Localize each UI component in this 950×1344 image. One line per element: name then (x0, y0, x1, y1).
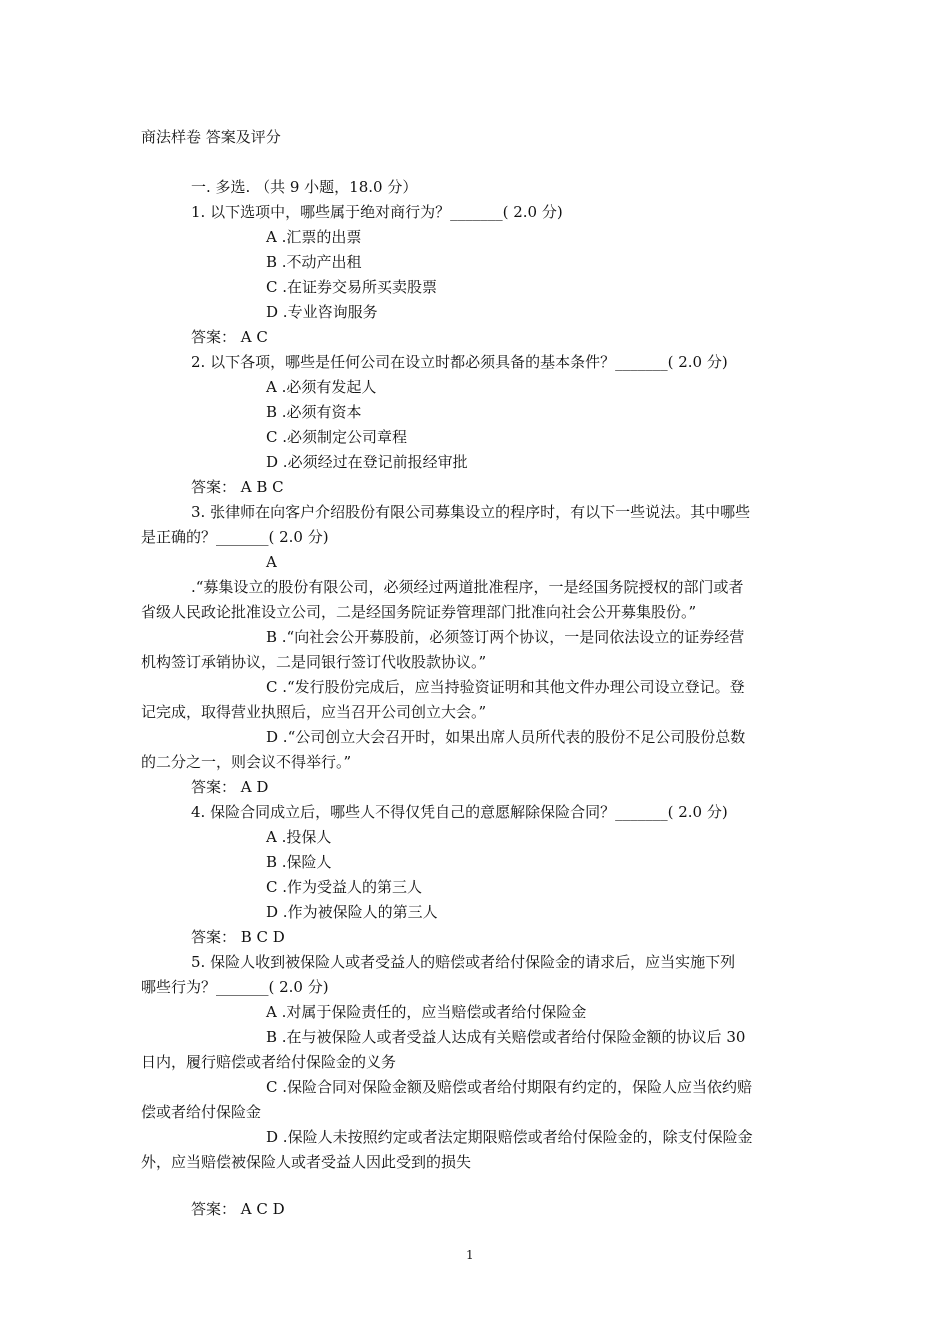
option-5d: D .保险人未按照约定或者法定期限赔偿或者给付保险金的，除支付保险金 (266, 1128, 753, 1146)
option-1d: D .专业咨询服务 (266, 303, 378, 321)
question-5: 5. 保险人收到被保险人或者受益人的赔偿或者给付保险金的请求后，应当实施下列 (191, 953, 736, 971)
answer-1: 答案： A C (191, 328, 268, 346)
page-number: 1 (466, 1248, 474, 1262)
option-3b: B .“向社会公开募股前，必须签订两个协议，一是同依法设立的证券经营 (266, 628, 745, 646)
answer-2: 答案： A B C (191, 478, 284, 496)
question-1: 1. 以下选项中，哪些属于绝对商行为？_______( 2.0 分) (191, 203, 563, 221)
option-4c: C .作为受益人的第三人 (266, 878, 423, 896)
answer-5: 答案： A C D (191, 1200, 285, 1218)
option-4d: D .作为被保险人的第三人 (266, 903, 438, 921)
option-1a: A .汇票的出票 (266, 228, 362, 246)
option-3a-cont: 省级人民政论批准设立公司，二是经国务院证券管理部门批准向社会公开募集股份。” (141, 603, 697, 621)
option-5d-cont: 外，应当赔偿被保险人或者受益人因此受到的损失 (141, 1153, 472, 1171)
option-5c-cont: 偿或者给付保险金 (141, 1103, 262, 1121)
option-3c: C .“发行股份完成后，应当持验资证明和其他文件办理公司设立登记。登 (266, 678, 745, 696)
question-3: 3. 张律师在向客户介绍股份有限公司募集设立的程序时，有以下一些说法。其中哪些 (191, 503, 751, 521)
option-2d: D .必须经过在登记前报经审批 (266, 453, 468, 471)
option-3c-cont: 记完成，取得营业执照后，应当召开公司创立大会。” (141, 703, 487, 721)
option-3d-cont: 的二分之一，则会议不得举行。” (141, 753, 352, 771)
question-2: 2. 以下各项，哪些是任何公司在设立时都必须具备的基本条件？_______( 2.0 分) (191, 353, 728, 371)
option-3b-cont: 机构签订承销协议，二是同银行签订代收股款协议。” (141, 653, 487, 671)
document-title: 商法样卷 答案及评分 (141, 128, 281, 146)
option-5b: B .在与被保险人或者受益人达成有关赔偿或者给付保险金额的协议后 30 (266, 1028, 746, 1046)
option-4b: B .保险人 (266, 853, 332, 871)
section-heading: 一. 多选. （共 9 小题，18.0 分） (191, 178, 418, 196)
option-1b: B .不动产出租 (266, 253, 362, 271)
option-2b: B .必须有资本 (266, 403, 362, 421)
question-4: 4. 保险合同成立后，哪些人不得仅凭自己的意愿解除保险合同？_______( 2.0 分) (191, 803, 728, 821)
option-3a: .“募集设立的股份有限公司，必须经过两道批准程序，一是经国务院授权的部门或者 (191, 578, 744, 596)
option-1c: C .在证券交易所买卖股票 (266, 278, 438, 296)
option-2a: A .必须有发起人 (266, 378, 377, 396)
question-5-cont: 哪些行为？_______( 2.0 分) (141, 978, 329, 996)
answer-3: 答案： A D (191, 778, 269, 796)
option-5a: A .对属于保险责任的，应当赔偿或者给付保险金 (266, 1003, 587, 1021)
option-4a: A .投保人 (266, 828, 332, 846)
option-5b-cont: 日内，履行赔偿或者给付保险金的义务 (141, 1053, 397, 1071)
question-3-cont: 是正确的？_______( 2.0 分) (141, 528, 329, 546)
answer-4: 答案： B C D (191, 928, 285, 946)
option-3a-letter: A (266, 553, 277, 571)
option-3d: D .“公司创立大会召开时，如果出席人员所代表的股份不足公司股份总数 (266, 728, 746, 746)
option-5c: C .保险合同对保险金额及赔偿或者给付期限有约定的，保险人应当依约赔 (266, 1078, 753, 1096)
option-2c: C .必须制定公司章程 (266, 428, 408, 446)
